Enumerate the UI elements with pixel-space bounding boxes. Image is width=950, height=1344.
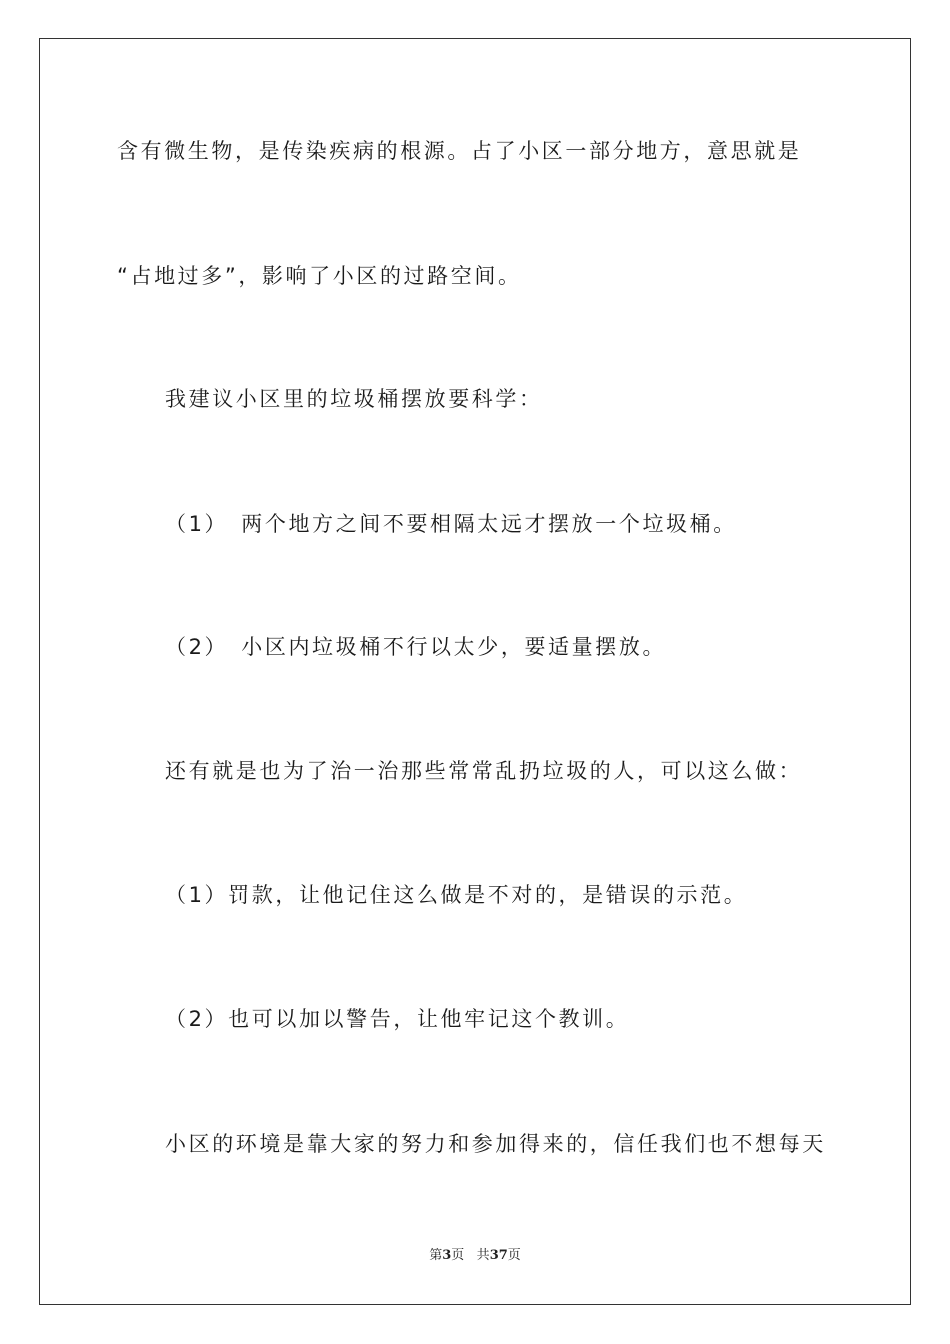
body-line-3: 我建议小区里的垃圾桶摆放要科学： [165,387,543,411]
body-line-4: （1） 两个地方之间不要相隔太远才摆放一个垃圾桶。 [165,512,737,536]
footer-total-pages: 37 [489,1248,508,1263]
body-line-5: （2） 小区内垃圾桶不行以太少，要适量摆放。 [165,635,667,659]
footer-page-number: 3 [442,1248,452,1263]
body-line-9: 小区的环境是靠大家的努力和参加得来的，信任我们也不想每天 [165,1132,826,1156]
body-line-6: 还有就是也为了治一治那些常常乱扔垃圾的人，可以这么做： [165,759,803,783]
body-line-2: “占地过多”，影响了小区的过路空间。 [117,264,522,288]
body-line-8: （2）也可以加以警告，让他牢记这个教训。 [165,1007,630,1031]
footer-page-suffix: 页 [451,1248,465,1263]
page-border [39,38,911,1305]
footer-page-prefix: 第 [429,1248,443,1263]
footer-total-prefix: 共 [476,1248,490,1263]
body-line-7: （1）罚款，让他记住这么做是不对的，是错误的示范。 [165,883,748,907]
footer-total-suffix: 页 [507,1248,521,1263]
page-footer [0,1247,950,1265]
body-line-1: 含有微生物，是传染疾病的根源。占了小区一部分地方，意思就是 [117,139,802,163]
